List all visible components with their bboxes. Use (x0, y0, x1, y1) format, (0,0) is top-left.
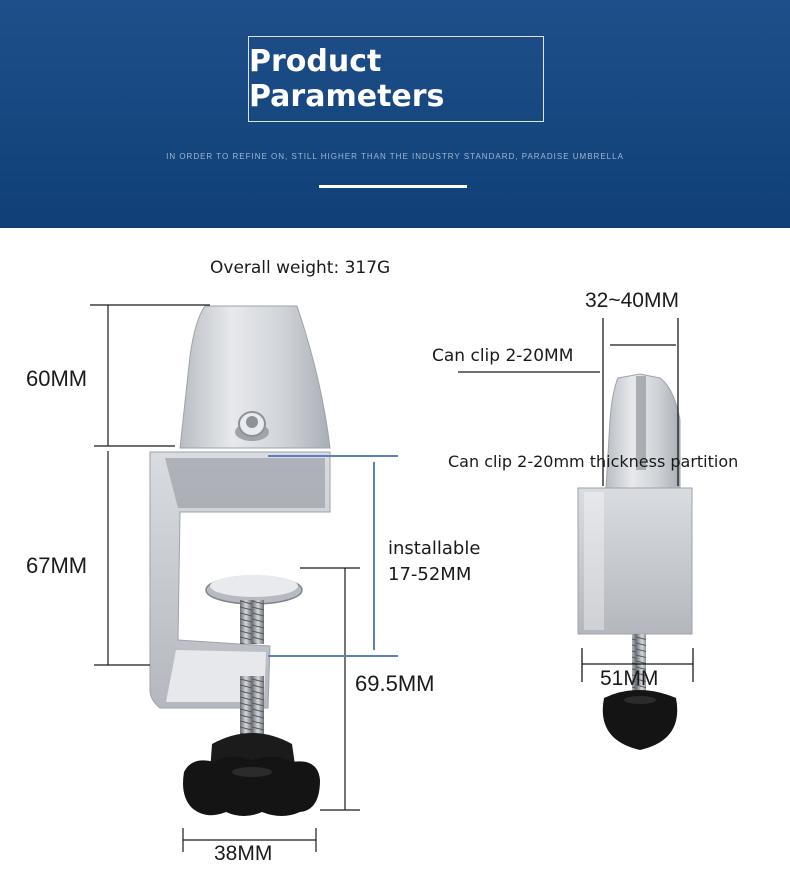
banner-tagline: IN ORDER TO REFINE ON, STILL HIGHER THAN THE INDUSTRY STANDARD, PARADISE UMBRELLA (166, 152, 624, 161)
title-frame (248, 36, 544, 122)
knob-width-label: 38MM (214, 842, 273, 865)
overall-weight-label: Overall weight: 317G (210, 258, 391, 278)
banner-divider (319, 185, 467, 188)
block-width-label: 51MM (600, 667, 659, 690)
installable-range-label: 17-52MM (388, 564, 472, 585)
top-height-label: 60MM (26, 366, 88, 391)
can-clip-label: Can clip 2-20MM (432, 346, 574, 366)
header-banner (0, 0, 790, 228)
clip-opening-label: 32~40MM (585, 289, 679, 312)
screw-length-label: 69.5MM (355, 671, 435, 696)
can-clip-partition-label: Can clip 2-20mm thickness partition (448, 452, 739, 471)
installable-label: installable (388, 538, 481, 559)
left-clamp-illustration (150, 306, 330, 816)
lower-height-label: 67MM (26, 553, 88, 578)
right-clamp-illustration (578, 374, 692, 750)
page-title: Product Parameters (249, 44, 445, 114)
